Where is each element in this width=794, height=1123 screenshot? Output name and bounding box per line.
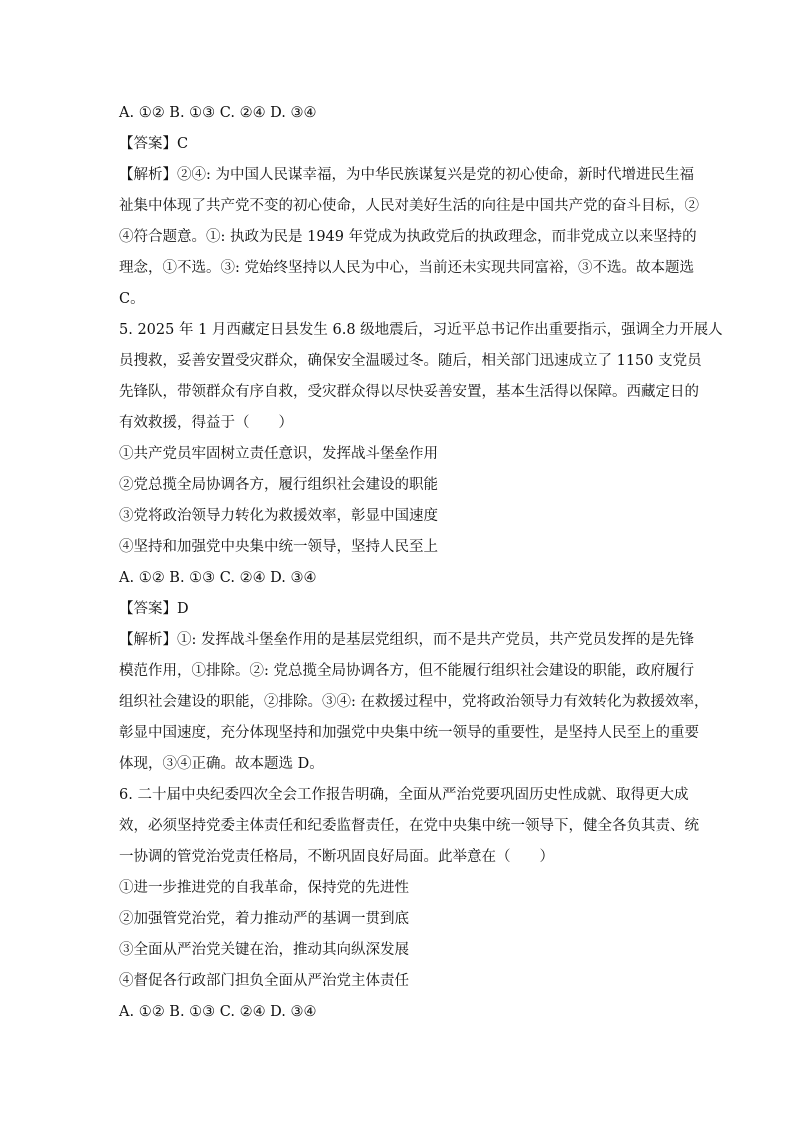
q5-choice: ④坚持和加强党中央集中统一领导，坚持人民至上 bbox=[119, 539, 438, 555]
q6-choice: ④督促各行政部门担负全面从严治党主体责任 bbox=[119, 973, 409, 989]
q5-choice: ①共产党员牢固树立责任意识，发挥战斗堡垒作用 bbox=[119, 446, 438, 462]
q4-answer: 【答案】C bbox=[119, 136, 189, 152]
q5-answer: 【答案】D bbox=[119, 601, 189, 617]
q4-analysis-line: ④符合题意。①: 执政为民是 1949 年党成为执政党后的执政理念，而非党成立以来坚持的 bbox=[119, 229, 697, 245]
q5-stem-line: 有效救援，得益于（ ） bbox=[119, 415, 293, 431]
q4-analysis-line: C。 bbox=[119, 291, 145, 307]
q5-stem-line: 5. 2025 年 1 月西藏定日县发生 6.8 级地震后，习近平总书记作出重要指示，强调全力开展人 bbox=[119, 322, 723, 338]
q5-choices bbox=[119, 439, 679, 563]
q5-stem-line: 先锋队，带领群众有序自救，受灾群众得以尽快妥善安置，基本生活得以保障。西藏定日的 bbox=[119, 384, 699, 400]
q6-options: A. ①② B. ①③ C. ②④ D. ③④ bbox=[119, 1004, 317, 1020]
q6-stem-line: 一协调的管党治党责任格局，不断巩固良好局面。此举意在（ ） bbox=[119, 849, 554, 865]
q5-stem-line: 员搜救，妥善安置受灾群众，确保安全温暖过冬。随后，相关部门迅速成立了 1150 支党员 bbox=[119, 353, 702, 369]
q5-choice: ②党总揽全局协调各方，履行组织社会建设的职能 bbox=[119, 477, 438, 493]
q4-analysis bbox=[119, 160, 699, 315]
q5-analysis-line: 模范作用，①排除。②: 党总揽全局协调各方，但不能履行组织社会建设的职能，政府履行 bbox=[119, 663, 694, 679]
q5-analysis-line: 彰显中国速度，充分体现坚持和加强党中央集中统一领导的重要性，是坚持人民至上的重要 bbox=[119, 725, 699, 741]
q5-choice: ③党将政治领导力转化为救援效率，彰显中国速度 bbox=[119, 508, 438, 524]
q5-analysis-line: 组织社会建设的职能，②排除。③④: 在救援过程中，党将政治领导力有效转化为救援效率， bbox=[119, 694, 709, 710]
exam-page bbox=[119, 98, 723, 1028]
q4-analysis-line: 理念，①不选。③: 党始终坚持以人民为中心，当前还未实现共同富裕，③不选。故本题选 bbox=[119, 260, 694, 276]
q5-options: A. ①② B. ①③ C. ②④ D. ③④ bbox=[119, 570, 317, 586]
q6-stem-line: 效，必须坚持党委主体责任和纪委监督责任，在党中央集中统一领导下，健全各负其责、统 bbox=[119, 818, 699, 834]
q6-choice: ③全面从严治党关键在治，推动其向纵深发展 bbox=[119, 942, 409, 958]
q5-analysis-line: 【解析】①: 发挥战斗堡垒作用的是基层党组织，而不是共产党员，共产党员发挥的是先锋 bbox=[119, 632, 694, 648]
q5-analysis bbox=[119, 625, 709, 780]
q6-stem-line: 6. 二十届中央纪委四次全会工作报告明确，全面从严治党要巩固历史性成就、取得更大成 bbox=[119, 787, 689, 803]
q5-analysis-line: 体现，③④正确。故本题选 D。 bbox=[119, 756, 324, 772]
q4-options: A. ①② B. ①③ C. ②④ D. ③④ bbox=[119, 105, 317, 121]
q5-stem bbox=[119, 315, 723, 439]
q4-analysis-line: 祉集中体现了共产党不变的初心使命，人民对美好生活的向往是中国共产党的奋斗目标，② bbox=[119, 198, 699, 214]
q6-stem bbox=[119, 780, 699, 873]
q6-choice: ①进一步推进党的自我革命，保持党的先进性 bbox=[119, 880, 409, 896]
q4-analysis-line: 【解析】②④: 为中国人民谋幸福，为中华民族谋复兴是党的初心使命，新时代增进民生福 bbox=[119, 167, 694, 183]
q6-choice: ②加强管党治党，着力推动严的基调一贯到底 bbox=[119, 911, 409, 927]
q6-choices bbox=[119, 873, 679, 997]
